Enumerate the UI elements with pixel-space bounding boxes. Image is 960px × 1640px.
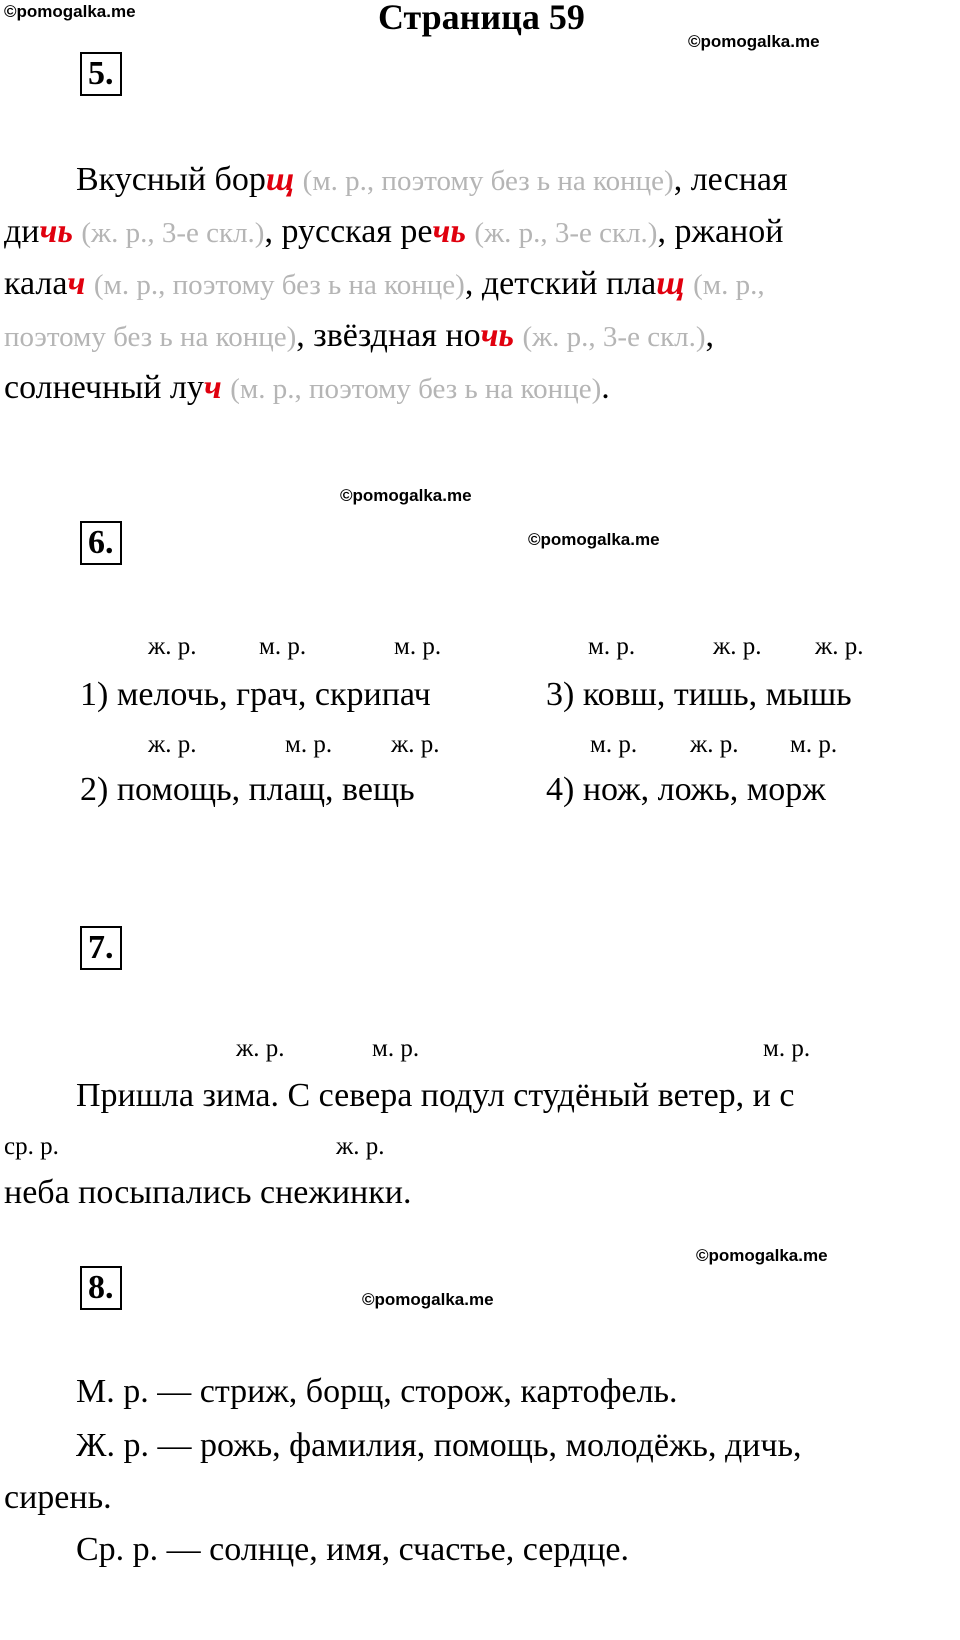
page-title: Страница 59: [378, 0, 585, 37]
text-span: , лесная: [673, 161, 788, 198]
comment: (ж. р., 3-е скл.): [81, 217, 265, 249]
text-span: Вкусный бор: [76, 161, 266, 198]
task-6-item-2: 2) помощь, плащ, вещь: [80, 771, 415, 808]
gender-label: м. р.: [285, 731, 333, 758]
gender-label: ж. р.: [391, 731, 440, 758]
gender-label: ж. р.: [148, 633, 197, 660]
highlighted-letters: щ: [265, 161, 295, 198]
text-span: ди: [4, 213, 40, 250]
task-8-number: 8.: [80, 1266, 122, 1310]
gender-label: м. р.: [588, 633, 636, 660]
gender-label: м. р.: [590, 731, 638, 758]
comment: (м. р., поэтому без ь на конце): [93, 269, 465, 301]
task-5-line-5: [0, 368, 960, 409]
task-7-line-2: неба посыпались снежинки.: [4, 1174, 412, 1211]
watermark: ©pomogalka.me: [528, 530, 660, 549]
comment: (м. р., поэтому без ь на конце): [302, 165, 674, 197]
task-6-number: 6.: [80, 521, 122, 565]
task-5-text: [0, 160, 960, 409]
comment: (ж. р., 3-е скл.): [474, 217, 658, 249]
gender-label: ж. р.: [713, 633, 762, 660]
gender-label: м. р.: [790, 731, 838, 758]
highlighted-letters: чь: [39, 213, 73, 250]
task-5-line-3: [0, 264, 960, 305]
task-5-number: 5.: [80, 52, 122, 96]
task-5-line-1: [0, 160, 960, 201]
comment: поэтому без ь на конце): [4, 321, 297, 353]
gender-label: ж. р.: [236, 1035, 285, 1062]
task-6-item-1: 1) мелочь, грач, скрипач: [80, 676, 431, 713]
task-8-masculine: М. р. — стриж, борщ, сторож, картофель.: [76, 1373, 678, 1410]
text-span: , детский пла: [464, 265, 657, 302]
watermark: ©pomogalka.me: [688, 32, 820, 51]
text-span: кала: [4, 265, 68, 302]
task-7-number: 7.: [80, 926, 122, 970]
text-span: ,: [705, 317, 715, 354]
gender-label: м. р.: [763, 1035, 811, 1062]
comment: (м. р., поэтому без ь на конце): [230, 373, 602, 405]
highlighted-letters: чь: [480, 317, 514, 354]
task-6-item-4: 4) нож, ложь, морж: [546, 771, 826, 808]
task-5-line-2: [0, 212, 960, 253]
watermark: ©pomogalka.me: [696, 1246, 828, 1265]
text-span: солнечный лу: [4, 369, 204, 406]
task-5-line-4: [0, 316, 960, 357]
watermark: ©pomogalka.me: [362, 1290, 494, 1309]
gender-label: ж. р.: [148, 731, 197, 758]
watermark: ©pomogalka.me: [4, 2, 136, 21]
gender-label: м. р.: [372, 1035, 420, 1062]
text-span: , звёздная но: [296, 317, 481, 354]
highlighted-letters: ч: [203, 369, 222, 406]
text-span: .: [601, 369, 610, 406]
gender-label: ж. р.: [815, 633, 864, 660]
task-8-feminine: Ж. р. — рожь, фамилия, помощь, молодёжь, дичь,: [76, 1427, 802, 1464]
text-span: , русская ре: [264, 213, 433, 250]
comment: (м. р.,: [693, 269, 765, 301]
task-8-feminine-cont: сирень.: [4, 1479, 112, 1516]
task-6-item-3: 3) ковш, тишь, мышь: [546, 676, 852, 713]
comment: (ж. р., 3-е скл.): [522, 321, 706, 353]
highlighted-letters: ч: [67, 265, 86, 302]
text-span: , ржаной: [657, 213, 784, 250]
highlighted-letters: щ: [656, 265, 685, 302]
gender-label: м. р.: [394, 633, 442, 660]
gender-label: ж. р.: [336, 1133, 385, 1160]
task-8-neuter: Ср. р. — солнце, имя, счастье, сердце.: [76, 1531, 629, 1568]
gender-label: ж. р.: [690, 731, 739, 758]
highlighted-letters: чь: [432, 213, 466, 250]
gender-label: ср. р.: [4, 1133, 59, 1160]
gender-label: м. р.: [259, 633, 307, 660]
task-7-line-1: Пришла зима. С севера подул студёный ветер, и с: [76, 1077, 795, 1114]
watermark: ©pomogalka.me: [340, 486, 472, 505]
